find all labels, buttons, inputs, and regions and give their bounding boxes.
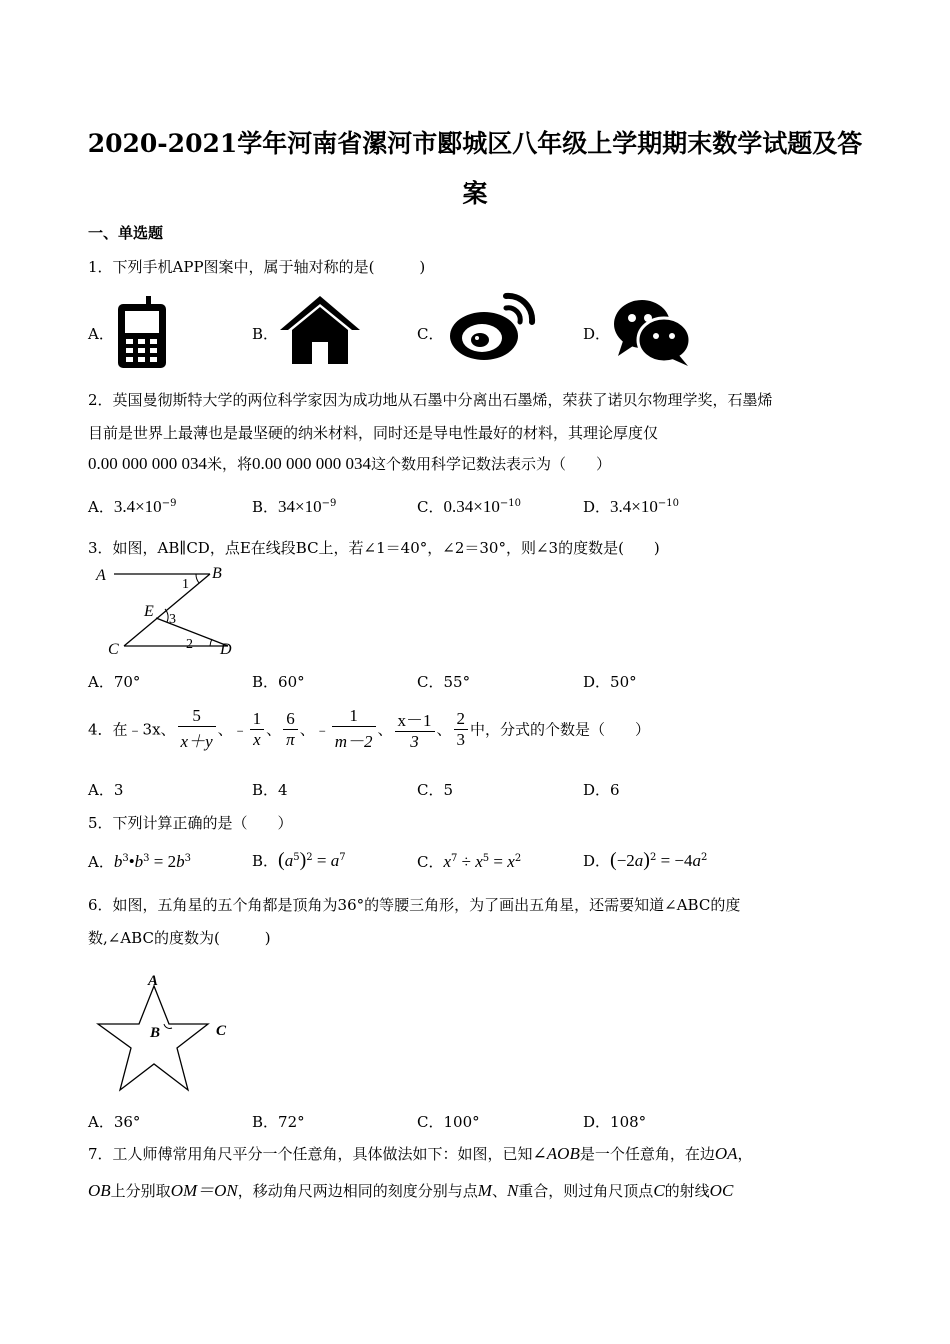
q2-line1: 2．英国曼彻斯特大学的两位科学家因为成功地从石墨中分离出石墨烯，荣获了诺贝尔物理学奖，石墨烯 — [88, 391, 773, 409]
q6-option-a: A．36° — [88, 1113, 141, 1131]
q4-option-d: D．6 — [583, 781, 620, 799]
q4-frac-4: $\frac{1}{m-2}$ — [332, 706, 376, 752]
svg-text:3: 3 — [169, 612, 176, 627]
q4-frac-3: $\frac{6}{\pi}$ — [283, 709, 298, 750]
svg-text:A: A — [96, 567, 106, 584]
q1-label-c: C． — [417, 325, 444, 343]
q4-text: 4．在﹣3x、 $\frac{5}{x+y}$ 、﹣ $\frac{1}{x}$ 、 $\frac{6}{\pi}$ 、﹣ $\frac{1}{m-2}$ 、 $\frac{x-1}{3}$ 、 $\frac{2}{3}$ 中，分式的个数是（ ） — [88, 706, 651, 751]
q1-text: 1．下列手机APP图案中，属于轴对称的是( ) — [88, 258, 426, 276]
q3-option-a: A．70° — [88, 673, 141, 691]
q4-frac-1: $\frac{5}{x+y}$ — [178, 706, 216, 752]
star-figure — [92, 968, 242, 1094]
q4-frac-2: $\frac{1}{x}$ — [250, 709, 265, 750]
q4-option-b: B．4 — [252, 781, 288, 799]
q2-number-repeat: 0.00 000 000 034 — [252, 454, 372, 473]
q3-option-b: B．60° — [252, 673, 305, 691]
q2-option-d: D．$3.4\times 10^{-10}$ — [583, 497, 679, 516]
svg-text:D: D — [220, 641, 232, 658]
q6-option-b: B．72° — [252, 1113, 305, 1131]
svg-text:A: A — [148, 973, 159, 989]
q5-option-d: D．$(-2a)^2 = -4a^2$ — [583, 849, 708, 871]
q5-option-b: B．$(a^5)^2 = a^7$ — [252, 849, 346, 871]
q4-option-c: C．5 — [417, 781, 454, 799]
q5-option-a: A．$b^3•b^3 = 2b^3$ — [88, 852, 192, 871]
svg-text:B: B — [150, 1025, 161, 1041]
svg-text:2: 2 — [186, 637, 193, 652]
q4-frac-5: $\frac{x-1}{3}$ — [395, 706, 435, 752]
svg-text:1: 1 — [182, 577, 189, 592]
q1-label-d: D． — [583, 325, 611, 343]
q2-line3: 0.00 000 000 034米，将0.00 000 000 034这个数用科学记数法表示为（ ） — [88, 454, 612, 473]
q3-text: 3．如图，AB∥CD，点E在线段BC上，若∠1＝40°，∠2＝30°，则∠3的度数是( ) — [88, 539, 660, 557]
q4-option-a: A．3 — [88, 781, 124, 799]
q7-line2: OB上分别取OM＝ON，移动角尺两边相同的刻度分别与点M、N重合，则过角尺顶点C的射线OC — [88, 1181, 734, 1200]
svg-text:C: C — [216, 1023, 227, 1039]
q1-label-b: B． — [252, 325, 279, 343]
q2-option-a: A．$3.4\times 10^{-9}$ — [88, 497, 177, 516]
q4-frac-6: $\frac{2}{3}$ — [454, 709, 469, 750]
phone-icon — [116, 296, 170, 370]
q2-line2: 目前是世界上最薄也是最坚硬的纳米材料，同时还是导电性最好的材料，其理论厚度仅 — [88, 424, 659, 442]
weibo-icon — [448, 290, 536, 362]
q6-option-d: D．108° — [583, 1113, 647, 1131]
q2-option-c: C．$0.34\times 10^{-10}$ — [417, 497, 521, 516]
svg-text:E: E — [144, 603, 154, 620]
q5-text: 5．下列计算正确的是（ ） — [88, 814, 293, 832]
q1-label-a: A． — [88, 325, 114, 343]
q6-line1: 6．如图，五角星的五个角都是顶角为36°的等腰三角形，为了画出五角星，还需要知道∠ABC的度 — [88, 896, 741, 914]
q3-option-c: C．55° — [417, 673, 471, 691]
section-heading: 一、单选题 — [88, 224, 164, 242]
q6-option-c: C．100° — [417, 1113, 480, 1131]
page-title-cont: 案 — [462, 179, 488, 208]
wechat-icon — [612, 298, 692, 366]
q3-option-d: D．50° — [583, 673, 637, 691]
q2-number: 0.00 000 000 034 — [88, 454, 207, 473]
q5-option-c: C．$x^7 \div x^5 = x^2$ — [417, 852, 522, 871]
page-title: 2020-2021学年河南省漯河市郾城区八年级上学期期末数学试题及答 — [87, 129, 863, 158]
svg-text:C: C — [108, 641, 119, 658]
q2-option-b: B．$34\times 10^{-9}$ — [252, 497, 337, 516]
q6-line2: 数,∠ABC的度数为( ) — [88, 929, 271, 947]
svg-text:B: B — [212, 565, 222, 582]
q7-line1: 7．工人师傅常用角尺平分一个任意角，具体做法如下：如图，已知∠AOB是一个任意角，在边OA， — [88, 1144, 753, 1163]
house-icon — [280, 296, 360, 364]
q3-figure — [92, 562, 242, 662]
